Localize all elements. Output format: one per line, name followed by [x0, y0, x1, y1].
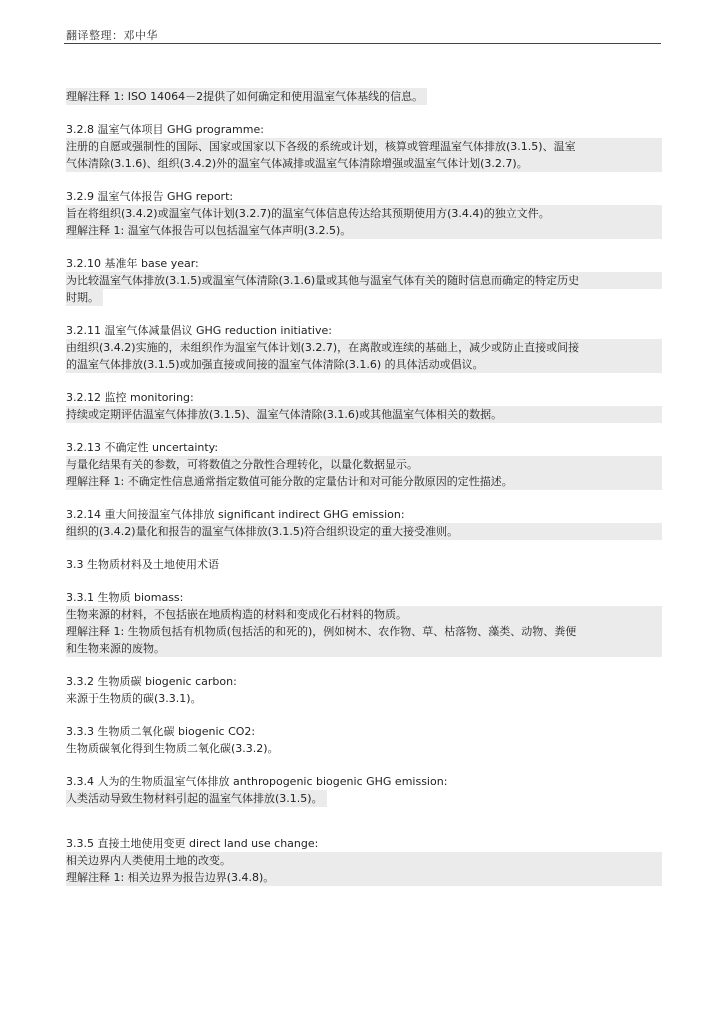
term-definition: 相关边界内人类使用土地的改变。	[66, 852, 662, 869]
term-3-3-2	[66, 673, 662, 707]
term-title: 3.2.14 重大间接温室气体排放 significant indirect GHG emission:	[66, 508, 405, 521]
term-3-2-12	[66, 389, 662, 423]
term-3-2-10	[66, 255, 662, 306]
term-definition: 人类活动导致生物材料引起的温室气体排放(3.1.5)。	[66, 790, 327, 807]
term-3-2-9	[66, 188, 662, 239]
term-title: 3.2.10 基准年 base year:	[66, 257, 199, 270]
term-definition: 生物质碳氧化得到生物质二氧化碳(3.3.2)。	[66, 742, 279, 755]
term-note: 理解注释 1: 相关边界为报告边界(3.4.8)。	[66, 869, 662, 886]
term-note: 理解注释 1: 不确定性信息通常指定数值可能分散的定量估计和对可能分散原因的定性描述。	[66, 473, 662, 490]
term-3-2-11	[66, 322, 662, 373]
term-title: 3.2.11 温室气体减量倡议 GHG reduction initiative:	[66, 324, 332, 337]
term-3-3-5	[66, 835, 662, 886]
term-definition: 时期。	[66, 289, 103, 306]
term-title: 3.3.2 生物质碳 biogenic carbon:	[66, 675, 237, 688]
term-title: 3.2.8 温室气体项目 GHG programme:	[66, 123, 264, 136]
term-title: 3.2.13 不确定性 uncertainty:	[66, 441, 219, 454]
term-title: 3.3.3 生物质二氧化碳 biogenic CO2:	[66, 725, 256, 738]
header-divider	[64, 43, 661, 44]
term-note: 理解注释 1: 生物质包括有机物质(包括活的和死的)，例如树木、农作物、草、枯落物、藻类、动物、粪便	[66, 623, 662, 640]
term-definition: 与量化结果有关的参数，可将数值之分散性合理转化，以量化数据显示。	[66, 456, 662, 473]
term-3-2-13	[66, 439, 662, 490]
term-title: 3.3.1 生物质 biomass:	[66, 591, 184, 604]
term-3-3-3	[66, 723, 662, 757]
term-title: 3.3.4 人为的生物质温室气体排放 anthropogenic biogenic GHG emission:	[66, 775, 448, 788]
section-title: 3.3 生物质材料及土地使用术语	[66, 558, 219, 571]
term-title: 3.2.12 监控 monitoring:	[66, 391, 194, 404]
term-3-3-4	[66, 773, 662, 807]
term-definition: 的温室气体排放(3.1.5)或加强直接或间接的温室气体清除(3.1.6) 的具体活动或倡议。	[66, 356, 662, 373]
term-3-2-14	[66, 506, 662, 540]
term-title: 3.3.5 直接土地使用变更 direct land use change:	[66, 837, 319, 850]
term-definition: 注册的自愿或强制性的国际、国家或国家以下各级的系统或计划，核算或管理温室气体排放(3.1.5)、温室	[66, 138, 662, 155]
term-3-2-8	[66, 121, 662, 172]
page-header: 翻译整理：邓中华	[66, 29, 158, 42]
term-definition: 为比较温室气体排放(3.1.5)或温室气体清除(3.1.6)量或其他与温室气体有关的随时信息而确定的特定历史	[66, 272, 662, 289]
term-note: 和生物来源的废物。	[66, 640, 662, 657]
intro-note: 理解注释 1: ISO 14064－2提供了如何确定和使用温室气体基线的信息。	[66, 88, 427, 105]
term-3-3-1	[66, 589, 662, 657]
term-definition: 持续或定期评估温室气体排放(3.1.5)、温室气体清除(3.1.6)或其他温室气体相关的数据。	[66, 406, 662, 423]
term-definition: 生物来源的材料，不包括嵌在地质构造的材料和变成化石材料的物质。	[66, 606, 662, 623]
term-definition: 旨在将组织(3.4.2)或温室气体计划(3.2.7)的温室气体信息传达给其预期使用方(3.4.4)的独立文件。	[66, 205, 662, 222]
term-note: 理解注释 1: 温室气体报告可以包括温室气体声明(3.2.5)。	[66, 222, 662, 239]
term-definition: 来源于生物质的碳(3.3.1)。	[66, 692, 202, 705]
document-body	[66, 88, 662, 886]
term-definition: 组织的(3.4.2)量化和报告的温室气体排放(3.1.5)符合组织设定的重大接受准则。	[66, 523, 662, 540]
term-title: 3.2.9 温室气体报告 GHG report:	[66, 190, 234, 203]
term-definition: 由组织(3.4.2)实施的，未组织作为温室气体计划(3.2.7)，在离散或连续的基础上，减少或防止直接或间接	[66, 339, 662, 356]
term-definition: 气体清除(3.1.6)、组织(3.4.2)外的温室气体减排或温室气体清除增强或温室气体计划(3.2.7)。	[66, 155, 662, 172]
